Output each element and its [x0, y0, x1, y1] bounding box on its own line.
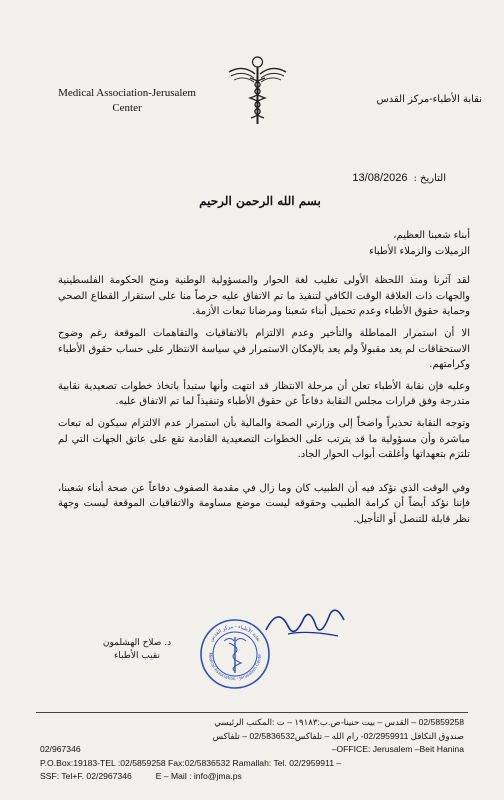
signatory-title: نقيب الأطباء [114, 651, 160, 661]
svg-text:Medical Association - Jerusale: Medical Association - Jerusalem Cente [206, 652, 264, 683]
footer-divider [36, 712, 468, 713]
svg-text:نقابة الأطباء - مركز القدس: نقابة الأطباء - مركز القدس [208, 623, 262, 643]
signatory-block [82, 637, 192, 663]
org-name-english-line1: Medical Association-Jerusalem [58, 87, 196, 99]
footer-address-arabic: 02/5859258 – القدس – بيت حنينا-ص.ب:١٩١٨٣ – ت :المكتب الرئيسي [214, 717, 464, 727]
caduceus-logo-icon [225, 52, 290, 128]
paragraph-1: لقد آثرنا ومنذ اللحظة الأولى تغليب لغة الحوار والمسؤولية الوطنية ومنح الحكومة الفلسطينية والجهات ذات العلاقة الوقت الكافي لتنفيذ ما تم الاتفاق عليه حرصاً منا على استقرار القطاع الصحي وحماية حقوق الأطباء وعدم تحميل أبناء شعبنا ومرضانا تبعات الأزمة. [58, 275, 470, 318]
paragraph-2: الا أن استمرار المماطلة والتأخير وعدم الالتزام بالاتفاقيات والتفاهمات الموقعة رغم وضوح الاستحقاقات لم يعد مقبولاً ولم يعد بالإمكان الاستمرار في سياسة الانتظار على حساب حقوق الأطباء وكرامتهم. [58, 327, 470, 371]
greeting-line-1: أبناء شعبنا العظيم، [393, 230, 470, 241]
footer-ssf-email: SSF: Tel+F. 02/2967346 E – Mail : info@jma.ps [40, 771, 242, 781]
handwritten-signature [258, 600, 353, 650]
date-label: التاريخ : [413, 173, 446, 184]
official-stamp [198, 617, 272, 691]
org-name-arabic: نقابة الأطباء-مركز القدس [376, 94, 482, 105]
basmala: بسم الله الرحمن الرحيم [199, 194, 321, 208]
signatory-name: د. صلاح الهشلمون [102, 638, 172, 648]
footer-contact [40, 716, 464, 784]
org-name-english-line2: Center [112, 102, 142, 114]
paragraph-5: وفي الوقت الذي نؤكد فيه أن الطبيب كان وما زال في مقدمة الصفوف دفاعاً عن صحة أبناء شعبنا، فإننا نؤكد أيضاً أن كرامة الطبيب وحقوقه ليست موضع مساومة والاتفاقيات الموقعة ليست وجهة نظر قابلة للتنصل أو التأجيل. [58, 482, 470, 525]
org-name-english [52, 86, 202, 116]
footer-fax-number: 02/967346 [40, 744, 81, 754]
paragraph-4: وتوجه النقابة تحذيراً واضحاً إلى وزارتي الصحة والمالية بأن استمرار عدم الالتزام سيكون له تبعات مباشرة وأن مسؤولية ما قد يترتب على الخطوات التصعيدية القادمة تقع على عاتق الجهات التي لم تلتزم بتعهداتها وأغلقت أبواب الحوار الجاد. [58, 417, 470, 461]
letter-body [58, 228, 470, 528]
paragraph-3: وعليه فإن نقابة الأطباء تعلن أن مرحلة الانتظار قد انتهت وأنها ستبدأ باتخاذ خطوات تصعيدية نقابية متدرجة وفق قرارات مجلس النقابة دفاعاً عن حقوق الأطباء وتنفيذاً لما تم الاتفاق عليه. [58, 380, 470, 408]
date-line [286, 172, 446, 184]
greeting-line-2: الزميلات والزملاء الأطباء [369, 245, 470, 257]
date-value: 13/08/2026 [352, 172, 408, 184]
footer-office-english: OFFICE: Jerusalem –Beit Hanina– [331, 744, 464, 754]
footer-pobox-phones: P.O.Box:19183-TEL :02/5859258 Fax:02/5836532 Ramallah: Tel. 02/2959911 – [40, 757, 342, 768]
footer-phones-arabic: صندوق التكافل 02/2959911- رام الله – تلفاكس02/5836532 – تلفاكس [212, 730, 464, 741]
